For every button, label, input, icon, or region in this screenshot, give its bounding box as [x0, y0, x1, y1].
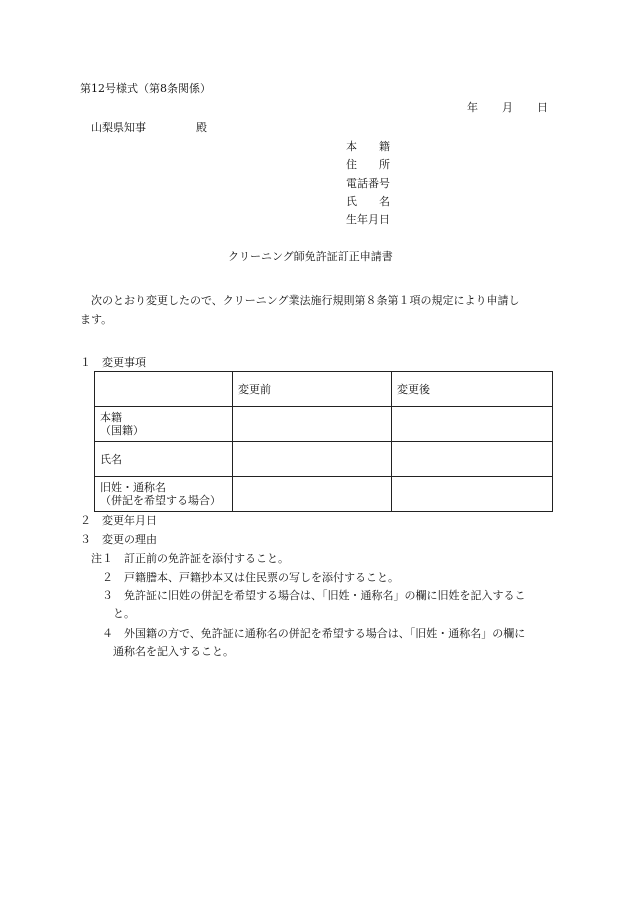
- row-label-line1: 氏名: [100, 452, 122, 466]
- section2-label: 変更年月日: [102, 514, 157, 527]
- table-row: [95, 407, 553, 442]
- after-value-cell[interactable]: [392, 477, 553, 512]
- note-1-text: 訂正前の免許証を添付すること。: [124, 552, 289, 565]
- field-birthdate: 生年月日: [346, 213, 390, 226]
- form-number: 第12号様式（第8条関係）: [80, 82, 211, 95]
- section1-number: １: [80, 356, 91, 369]
- note-3-continuation: と。: [113, 607, 135, 620]
- header-cell-before: 変更前: [233, 372, 392, 407]
- body-text-line2: ます。: [80, 313, 113, 326]
- date-day: 日: [537, 101, 548, 114]
- after-value-cell[interactable]: [392, 442, 553, 477]
- header-cell-empty: [95, 372, 233, 407]
- body-text-line1: 次のとおり変更したので、クリーニング業法施行規則第８条第１項の規定により申請し: [91, 294, 520, 307]
- field-name: 氏 名: [346, 195, 390, 208]
- row-label-line2: （国籍）: [100, 424, 144, 437]
- table-row: [95, 477, 553, 512]
- addressee-honorific: 殿: [196, 121, 207, 134]
- table-row: [95, 442, 553, 477]
- before-value-cell[interactable]: [233, 407, 392, 442]
- field-address: 住 所: [346, 158, 390, 171]
- section3-number: ３: [80, 533, 91, 546]
- row-label-cell: [95, 442, 233, 477]
- change-table: [94, 371, 553, 512]
- document-title: クリーニング師免許証訂正申請書: [228, 250, 393, 263]
- addressee-name: 山梨県知事: [91, 121, 146, 134]
- note-4-text: 外国籍の方で、免許証に通称名の併記を希望する場合は、「旧姓・通称名」の欄に: [124, 627, 526, 640]
- date-year: 年: [467, 101, 478, 114]
- field-phone: 電話番号: [346, 177, 390, 190]
- row-label-line1: 本籍: [100, 411, 122, 424]
- note-4-number: ４: [102, 627, 113, 640]
- row-label-cell: [95, 407, 233, 442]
- section3-label: 変更の理由: [102, 533, 157, 546]
- field-honseki: 本 籍: [346, 140, 390, 153]
- section2-number: ２: [80, 514, 91, 527]
- section1-label: 変更事項: [102, 356, 146, 369]
- before-value-cell[interactable]: [233, 442, 392, 477]
- note-3-number: ３: [102, 589, 113, 602]
- row-label-line1: 旧姓・通称名: [100, 481, 166, 494]
- note-2-number: ２: [102, 571, 113, 584]
- note-3-text: 免許証に旧姓の併記を希望する場合は、「旧姓・通称名」の欄に旧姓を記入するこ: [124, 589, 526, 602]
- before-value-cell[interactable]: [233, 477, 392, 512]
- row-label-cell: [95, 477, 233, 512]
- date-month: 月: [502, 101, 513, 114]
- after-value-cell[interactable]: [392, 407, 553, 442]
- row-label-line2: （併記を希望する場合）: [100, 494, 221, 507]
- table-header-row: [95, 372, 553, 407]
- note-4-continuation: 通称名を記入すること。: [113, 645, 234, 658]
- header-cell-after: 変更後: [392, 372, 553, 407]
- note-1-number: １: [102, 552, 113, 565]
- note-2-text: 戸籍謄本、戸籍抄本又は住民票の写しを添付すること。: [124, 571, 399, 584]
- notes-prefix: 注: [91, 552, 102, 565]
